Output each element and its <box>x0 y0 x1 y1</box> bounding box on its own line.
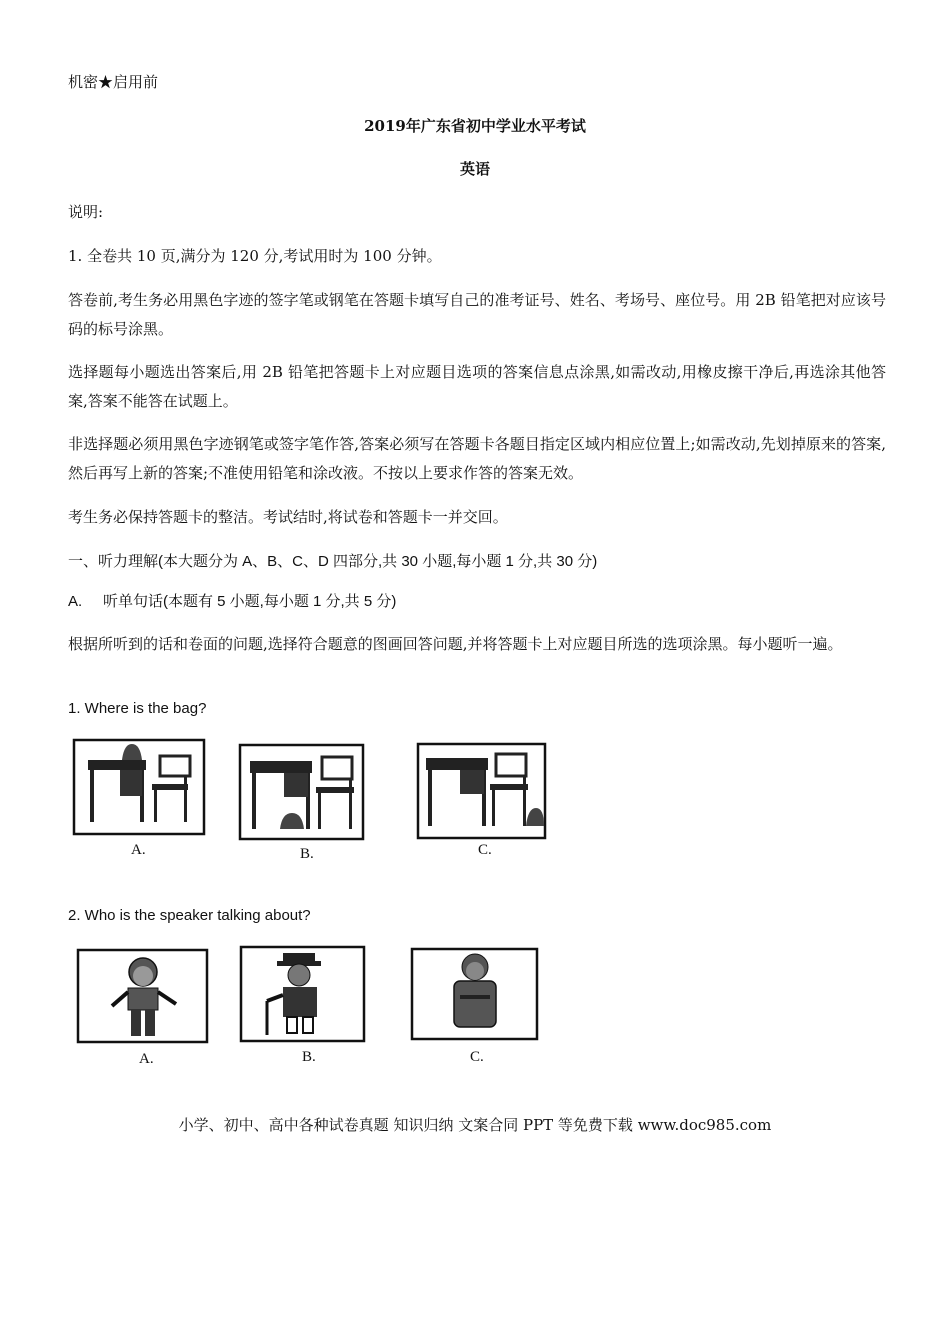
instructions-heading: 说明: <box>68 203 104 221</box>
section-1-heading: 一、听力理解(本大题分为 A、B、C、D 四部分,共 30 小题,每小题 1 分,共 30 分) <box>68 553 598 570</box>
part-a-letter: A. <box>68 593 83 610</box>
exam-title: 2019年广东省初中学业水平考试 <box>364 117 586 135</box>
q1-option-a-label: A. <box>131 842 146 858</box>
part-a-instructions: 根据所听到的话和卷面的问题,选择符合题意的图画回答问题,并将答题卡上对应题目所选的选项涂黑。每小题听一遍。 <box>68 635 843 653</box>
question-1-prompt: 1. Where is the bag? <box>68 700 207 717</box>
instruction-item-1: 1. 全卷共 10 页,满分为 120 分,考试用时为 100 分钟。 <box>68 247 442 265</box>
footer-advertisement: 小学、初中、高中各种试卷真题 知识归纳 文案合同 PPT 等免费下载 www.doc985.com <box>178 1116 772 1134</box>
instruction-item-3: 选择题每小题选出答案后,用 2B 铅笔把答题卡上对应题目选项的答案信息点涂黑,如需改动,用橡皮擦干净后,再选涂其他答案,答案不能答在试题上。 <box>68 363 886 410</box>
q1-option-b-label: B. <box>300 846 314 862</box>
confidential-mark: 机密★启用前 <box>68 73 159 91</box>
desk-chair-bag-on-desk-picture <box>72 738 207 838</box>
desk-chair-bag-under-desk-picture <box>238 743 366 843</box>
exam-subject: 英语 <box>459 160 490 178</box>
young-boy-picture <box>76 948 210 1046</box>
q1-option-c-label: C. <box>478 842 492 858</box>
q2-option-b-label: B. <box>302 1049 316 1065</box>
desk-chair-bag-beside-chair-picture <box>416 742 548 842</box>
old-man-with-cane-picture <box>239 945 367 1045</box>
question-2-prompt: 2. Who is the speaker talking about? <box>68 907 311 924</box>
instruction-item-4: 非选择题必须用黑色字迹钢笔或签字笔作答,答案必须写在答题卡各题目指定区域内相应位置上;如需改动,先划掉原来的答案,然后再写上新的答案;不准使用铅笔和涂改液。不按以上要求作答的答案无效。 <box>68 435 886 482</box>
q2-option-a-label: A. <box>139 1051 154 1067</box>
q2-option-c-label: C. <box>470 1049 484 1065</box>
instruction-item-5: 考生务必保持答题卡的整洁。考试结时,将试卷和答题卡一并交回。 <box>68 508 508 526</box>
instruction-item-2: 答卷前,考生务必用黑色字迹的签字笔或钢笔在答题卡填写自己的准考证号、姓名、考场号、座位号。用 2B 铅笔把对应该号码的标号涂黑。 <box>68 291 886 338</box>
adult-man-picture <box>410 947 540 1043</box>
part-a-title: 听单句话(本题有 5 小题,每小题 1 分,共 5 分) <box>103 593 397 610</box>
